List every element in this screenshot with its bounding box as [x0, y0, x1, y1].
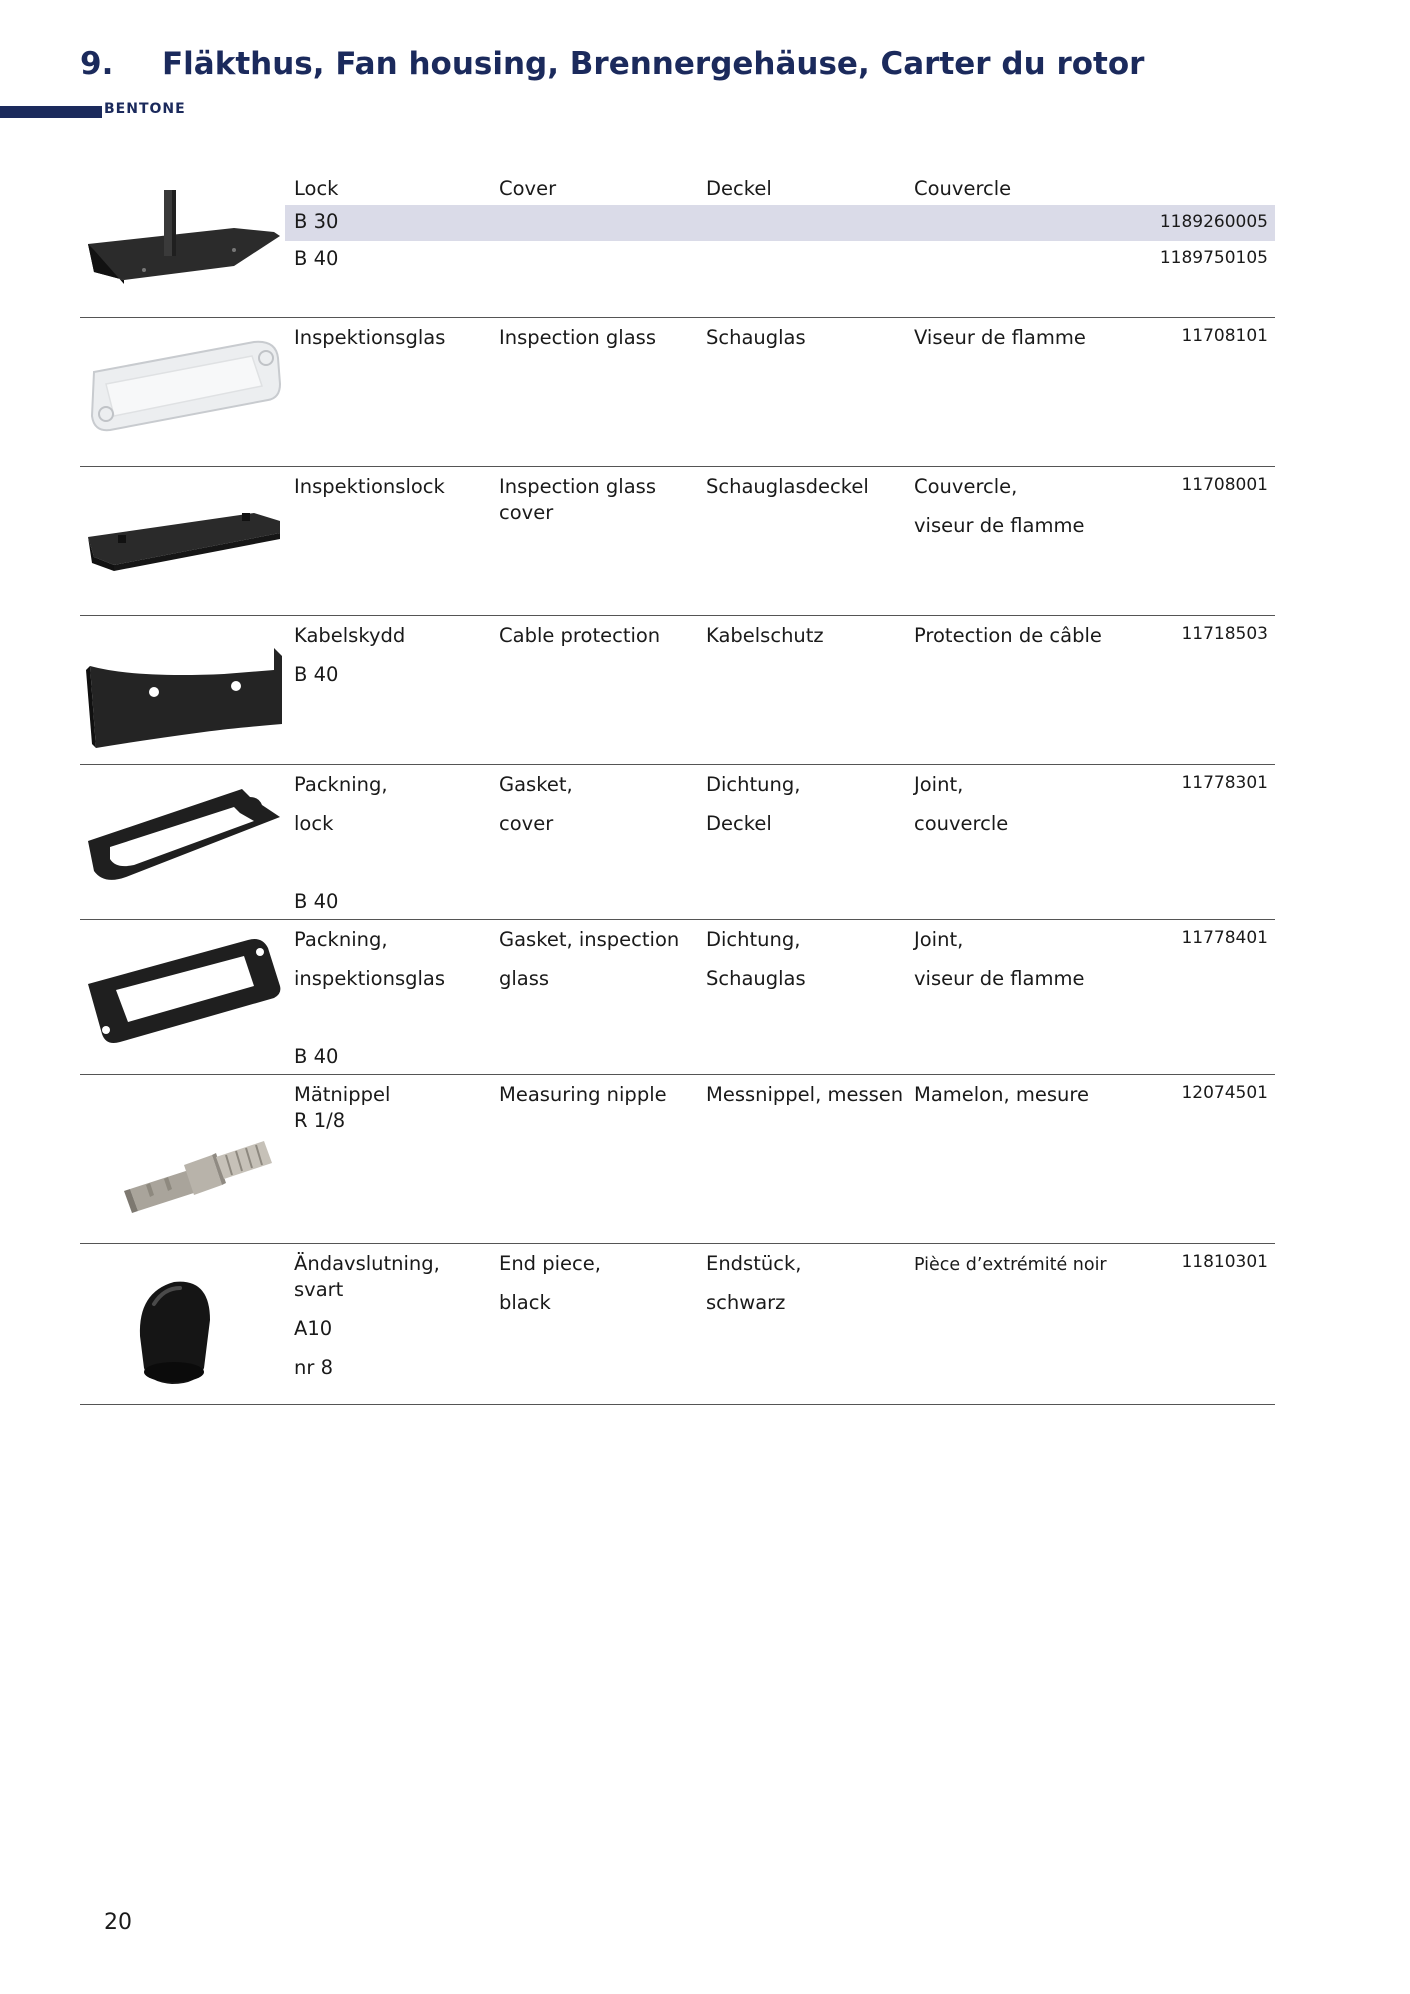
item-name-en: End piece,	[499, 1252, 601, 1275]
part-number: 11708001	[1181, 475, 1268, 495]
item-name-sv: Ändavslutning,	[294, 1252, 440, 1275]
item-name-sv: R 1/8	[294, 1109, 346, 1132]
part-number: 1189750105	[1159, 248, 1268, 268]
item-name-fr: Couvercle	[914, 177, 1012, 200]
variant-model: B 40	[294, 890, 339, 913]
parts-row-gasket-inspection-glass	[80, 919, 1275, 1073]
item-name-de: Dichtung,	[706, 773, 801, 796]
page-number: 20	[104, 1910, 132, 1935]
cover-plate-icon	[84, 180, 284, 292]
item-name-sv: Lock	[294, 177, 339, 200]
parts-row-gasket-cover	[80, 764, 1275, 918]
item-name-sv: svart	[294, 1278, 344, 1301]
gasket-cover-icon	[84, 777, 284, 889]
parts-row-end-piece	[80, 1243, 1275, 1404]
item-model: A10	[294, 1317, 333, 1340]
item-name-en: Measuring nipple	[499, 1083, 667, 1106]
item-name-fr: viseur de flamme	[914, 514, 1085, 537]
part-number: 11708101	[1181, 326, 1268, 346]
item-name-en: Cover	[499, 177, 557, 200]
item-name-sv: Packning,	[294, 773, 388, 796]
part-number: 11778401	[1181, 928, 1268, 948]
parts-row-cover	[80, 172, 1275, 312]
part-number: 1189260005	[1159, 212, 1268, 232]
item-name-sv: inspektionsglas	[294, 967, 446, 990]
section-number: 9.	[80, 46, 114, 82]
section-title: Fläkthus, Fan housing, Brennergehäuse, Carter du rotor	[162, 46, 1145, 82]
brand-bar	[0, 106, 102, 118]
item-name-de: Messnippel, messen	[706, 1083, 904, 1106]
cable-protection-icon	[84, 632, 284, 760]
parts-row-inspection-cover	[80, 466, 1275, 614]
measuring-nipple-icon	[84, 1105, 284, 1225]
brand-label: BENTONE	[104, 101, 186, 117]
item-name-en: cover	[499, 501, 554, 524]
item-name-fr: Joint,	[914, 773, 964, 796]
part-number: 11810301	[1181, 1252, 1268, 1272]
variant-model: B 40	[294, 1045, 339, 1068]
item-name-de: Deckel	[706, 177, 772, 200]
highlight-row	[285, 205, 1275, 241]
item-name-en: glass	[499, 967, 550, 990]
item-name-fr: Pièce d’extrémité noir	[914, 1255, 1107, 1275]
item-name-sv: Mätnippel	[294, 1083, 391, 1106]
item-name-en: Inspection glass	[499, 326, 656, 349]
item-size: nr 8	[294, 1356, 333, 1379]
part-number: 11778301	[1181, 773, 1268, 793]
page-title	[80, 46, 1144, 82]
item-name-sv: lock	[294, 812, 334, 835]
item-name-sv: Kabelskydd	[294, 624, 406, 647]
parts-row-cable-protection	[80, 615, 1275, 763]
item-name-fr: Viseur de flamme	[914, 326, 1086, 349]
item-name-fr: Joint,	[914, 928, 964, 951]
inspection-cover-icon	[84, 491, 284, 581]
item-name-fr: couvercle	[914, 812, 1009, 835]
gasket-frame-icon	[84, 930, 284, 1050]
variant-model: B 30	[294, 210, 339, 233]
end-cap-icon	[84, 1264, 284, 1389]
item-name-en: Gasket, inspection	[499, 928, 680, 951]
item-name-en: black	[499, 1291, 551, 1314]
parts-row-inspection-glass	[80, 317, 1275, 465]
variant-model: B 40	[294, 663, 339, 686]
table-bottom-rule	[80, 1404, 1275, 1405]
item-name-de: Endstück,	[706, 1252, 802, 1275]
item-name-de: Kabelschutz	[706, 624, 824, 647]
item-name-sv: Packning,	[294, 928, 388, 951]
item-name-de: schwarz	[706, 1291, 786, 1314]
item-name-de: Deckel	[706, 812, 772, 835]
item-name-en: Inspection glass	[499, 475, 656, 498]
part-number: 11718503	[1181, 624, 1268, 644]
item-name-fr: Protection de câble	[914, 624, 1102, 647]
parts-row-measuring-nipple	[80, 1074, 1275, 1243]
item-name-fr: Couvercle,	[914, 475, 1018, 498]
item-name-de: Dichtung,	[706, 928, 801, 951]
item-name-fr: Mamelon, mesure	[914, 1083, 1089, 1106]
part-number: 12074501	[1181, 1083, 1268, 1103]
item-name-de: Schauglas	[706, 326, 806, 349]
item-name-sv: Inspektionslock	[294, 475, 445, 498]
item-name-sv: Inspektionsglas	[294, 326, 446, 349]
item-name-de: Schauglas	[706, 967, 806, 990]
item-name-fr: viseur de flamme	[914, 967, 1085, 990]
inspection-glass-icon	[84, 328, 284, 438]
item-name-en: Cable protection	[499, 624, 661, 647]
item-name-de: Schauglasdeckel	[706, 475, 869, 498]
item-name-en: cover	[499, 812, 554, 835]
variant-model: B 40	[294, 247, 339, 270]
item-name-en: Gasket,	[499, 773, 573, 796]
